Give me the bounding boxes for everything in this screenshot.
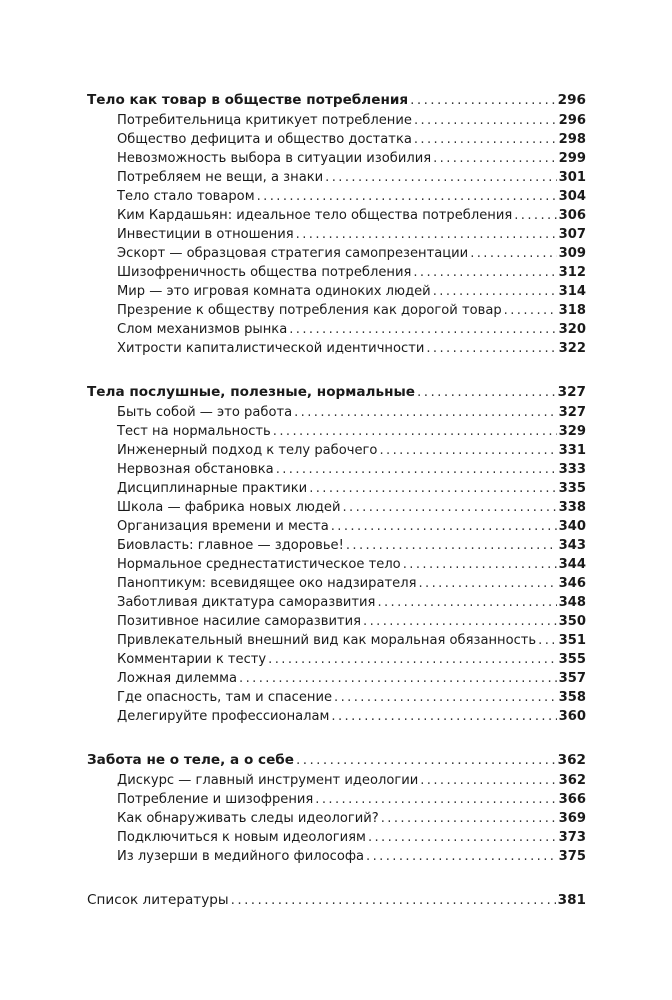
toc-item-title: Где опасность, там и спасение xyxy=(117,690,333,705)
dot-leader xyxy=(418,574,556,593)
toc-item-title: Дисциплинарные практики xyxy=(117,481,308,496)
toc-chapter-page: 296 xyxy=(557,92,586,108)
dot-leader xyxy=(414,111,557,130)
toc-item[interactable] xyxy=(87,593,586,612)
dot-leader xyxy=(289,320,556,339)
toc-item-page: 348 xyxy=(558,595,586,610)
toc-item[interactable] xyxy=(87,263,586,282)
toc-item[interactable] xyxy=(87,688,586,707)
dot-leader xyxy=(331,707,556,726)
toc-item-page: 366 xyxy=(558,792,586,807)
toc-item-page: 312 xyxy=(558,265,586,280)
toc-item-page: 360 xyxy=(558,709,586,724)
toc-bibliography[interactable] xyxy=(87,890,586,911)
toc-item-title: Потребление и шизофрения xyxy=(117,792,314,807)
toc-item[interactable] xyxy=(87,707,586,726)
dot-leader xyxy=(309,479,556,498)
toc-item-title: Организация времени и места xyxy=(117,519,329,534)
toc-item-title: Биовласть: главное — здоровье! xyxy=(117,538,344,553)
toc-item[interactable] xyxy=(87,847,586,866)
dot-leader xyxy=(363,612,557,631)
toc-item-page: 299 xyxy=(558,151,586,166)
toc-item[interactable] xyxy=(87,790,586,809)
dot-leader xyxy=(420,771,556,790)
dot-leader xyxy=(294,403,557,422)
toc-item-page: 375 xyxy=(558,849,586,864)
toc-item-title: Как обнаруживать следы идеологий? xyxy=(117,811,379,826)
section-gap xyxy=(87,726,586,750)
dot-leader xyxy=(538,631,557,650)
toc-item-page: 333 xyxy=(558,462,586,477)
toc-item-title: Позитивное насилие саморазвития xyxy=(117,614,362,629)
dot-leader xyxy=(381,809,557,828)
dot-leader xyxy=(325,168,557,187)
toc-item[interactable] xyxy=(87,403,586,422)
toc-item[interactable] xyxy=(87,771,586,790)
toc-chapter-page: 362 xyxy=(557,752,586,768)
toc-item[interactable] xyxy=(87,422,586,441)
dot-leader xyxy=(273,422,557,441)
toc-item-page: 322 xyxy=(558,341,586,356)
toc-item-page: 298 xyxy=(558,132,586,147)
toc-item-title: Потребительница критикует потребление xyxy=(117,113,412,128)
toc-item-title: Нервозная обстановка xyxy=(117,462,274,477)
toc-item-title: Быть собой — это работа xyxy=(117,405,293,420)
dot-leader xyxy=(296,750,556,771)
dot-leader xyxy=(514,206,556,225)
toc-item-title: Хитрости капиталистической идентичности xyxy=(117,341,425,356)
toc-item[interactable] xyxy=(87,669,586,688)
toc-item-page: 362 xyxy=(558,773,586,788)
toc-item-title: Дискурс — главный инструмент идеологии xyxy=(117,773,419,788)
dot-leader xyxy=(268,650,557,669)
toc-item-title: Ложная дилемма xyxy=(117,671,238,686)
toc-chapter-title: Тело как товар в обществе потребления xyxy=(87,92,409,108)
toc-chapter[interactable] xyxy=(87,750,586,771)
dot-leader xyxy=(377,593,556,612)
dot-leader xyxy=(296,225,557,244)
toc-chapter[interactable] xyxy=(87,382,586,403)
toc-item[interactable] xyxy=(87,479,586,498)
toc-item-title: Ким Кардашьян: идеальное тело общества потребления xyxy=(117,208,513,223)
toc-item[interactable] xyxy=(87,149,586,168)
dot-leader xyxy=(433,282,557,301)
toc-item[interactable] xyxy=(87,536,586,555)
toc-item-title: Слом механизмов рынка xyxy=(117,322,288,337)
toc-item-page: 343 xyxy=(558,538,586,553)
toc-bibliography-title: Список литературы xyxy=(87,892,229,908)
toc-item-title: Инвестиции в отношения xyxy=(117,227,294,242)
toc-chapter-title: Тела послушные, полезные, нормальные xyxy=(87,384,416,400)
toc-item[interactable] xyxy=(87,130,586,149)
dot-leader xyxy=(239,669,557,688)
toc-chapter[interactable] xyxy=(87,90,586,111)
toc-item-page: 335 xyxy=(558,481,586,496)
toc-item-page: 309 xyxy=(558,246,586,261)
dot-leader xyxy=(413,263,556,282)
toc-item-title: Невозможность выбора в ситуации изобилия xyxy=(117,151,432,166)
toc-item[interactable] xyxy=(87,460,586,479)
toc-item[interactable] xyxy=(87,498,586,517)
dot-leader xyxy=(433,149,557,168)
toc-item-page: 306 xyxy=(558,208,586,223)
toc-bibliography-page: 381 xyxy=(557,892,586,908)
toc-item-title: Тест на нормальность xyxy=(117,424,271,439)
toc-item[interactable] xyxy=(87,612,586,631)
dot-leader xyxy=(426,339,556,358)
toc-item-page: 350 xyxy=(558,614,586,629)
toc-item-title: Подключиться к новым идеологиям xyxy=(117,830,366,845)
toc-item[interactable] xyxy=(87,168,586,187)
toc-item-title: Презрение к обществу потребления как дорогой товар xyxy=(117,303,502,318)
dot-leader xyxy=(368,828,557,847)
toc-item-title: Шизофреничность общества потребления xyxy=(117,265,412,280)
toc-item[interactable] xyxy=(87,555,586,574)
toc-item-page: 318 xyxy=(558,303,586,318)
toc-item-title: Потребляем не вещи, а знаки xyxy=(117,170,324,185)
section-gap xyxy=(87,358,586,382)
toc-item-title: Заботливая диктатура саморазвития xyxy=(117,595,376,610)
toc-item[interactable] xyxy=(87,187,586,206)
dot-leader xyxy=(379,441,556,460)
toc-item-title: Паноптикум: всевидящее око надзирателя xyxy=(117,576,417,591)
toc-item-page: 327 xyxy=(558,405,586,420)
toc-item-title: Тело стало товаром xyxy=(117,189,255,204)
toc-item[interactable] xyxy=(87,441,586,460)
toc-item[interactable] xyxy=(87,320,586,339)
toc-item[interactable] xyxy=(87,809,586,828)
toc-item-title: Из лузерши в медийного философа xyxy=(117,849,365,864)
toc-item[interactable] xyxy=(87,339,586,358)
toc-item[interactable] xyxy=(87,574,586,593)
toc-item-title: Комментарии к тесту xyxy=(117,652,267,667)
toc-item-page: 314 xyxy=(558,284,586,299)
dot-leader xyxy=(334,688,557,707)
toc-item-page: 346 xyxy=(558,576,586,591)
toc-item[interactable] xyxy=(87,631,586,650)
toc-item-title: Инженерный подход к телу рабочего xyxy=(117,443,378,458)
toc-item[interactable] xyxy=(87,517,586,536)
toc-item-page: 373 xyxy=(558,830,586,845)
toc-item-page: 355 xyxy=(558,652,586,667)
toc-item-title: Делегируйте профессионалам xyxy=(117,709,330,724)
dot-leader xyxy=(257,187,557,206)
toc-item[interactable] xyxy=(87,301,586,320)
toc-item-page: 358 xyxy=(558,690,586,705)
toc-item[interactable] xyxy=(87,206,586,225)
dot-leader xyxy=(410,90,555,111)
toc-item[interactable] xyxy=(87,225,586,244)
dot-leader xyxy=(366,847,557,866)
section-gap xyxy=(87,866,586,890)
toc-item[interactable] xyxy=(87,828,586,847)
toc-item-page: 301 xyxy=(558,170,586,185)
toc-item-page: 351 xyxy=(558,633,586,648)
toc-item-page: 369 xyxy=(558,811,586,826)
dot-leader xyxy=(470,244,556,263)
toc-item-page: 338 xyxy=(558,500,586,515)
toc-item-page: 331 xyxy=(558,443,586,458)
toc-item-title: Привлекательный внешний вид как моральная обязанность xyxy=(117,633,537,648)
toc-item-page: 344 xyxy=(558,557,586,572)
dot-leader xyxy=(504,301,557,320)
dot-leader xyxy=(331,517,557,536)
toc-item-title: Эскорт — образцовая стратегия самопрезентации xyxy=(117,246,469,261)
toc-item[interactable] xyxy=(87,282,586,301)
dot-leader xyxy=(231,890,556,911)
table-of-contents xyxy=(87,90,586,911)
toc-chapter-title: Забота не о теле, а о себе xyxy=(87,752,294,768)
toc-item-page: 320 xyxy=(558,322,586,337)
dot-leader xyxy=(346,536,557,555)
dot-leader xyxy=(403,555,557,574)
toc-item-title: Общество дефицита и общество достатка xyxy=(117,132,412,147)
dot-leader xyxy=(276,460,557,479)
dot-leader xyxy=(417,382,556,403)
dot-leader xyxy=(315,790,556,809)
toc-item-title: Мир — это игровая комната одиноких людей xyxy=(117,284,431,299)
toc-item-page: 296 xyxy=(558,113,586,128)
toc-item-page: 357 xyxy=(558,671,586,686)
toc-item-page: 340 xyxy=(558,519,586,534)
dot-leader xyxy=(343,498,557,517)
toc-item-title: Школа — фабрика новых людей xyxy=(117,500,341,515)
toc-item[interactable] xyxy=(87,111,586,130)
dot-leader xyxy=(414,130,557,149)
toc-item[interactable] xyxy=(87,650,586,669)
toc-item-title: Нормальное среднестатистическое тело xyxy=(117,557,401,572)
toc-item-page: 329 xyxy=(558,424,586,439)
toc-item-page: 304 xyxy=(558,189,586,204)
toc-item-page: 307 xyxy=(558,227,586,242)
toc-chapter-page: 327 xyxy=(557,384,586,400)
toc-item[interactable] xyxy=(87,244,586,263)
